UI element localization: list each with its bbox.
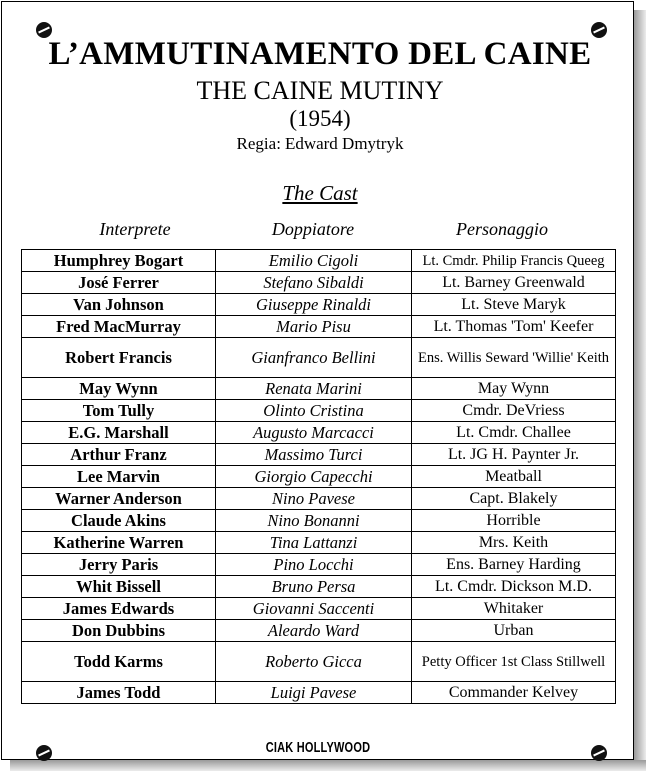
actor-cell: Jerry Paris bbox=[22, 554, 216, 576]
release-year: (1954) bbox=[289, 106, 351, 131]
actor-cell: Robert Francis bbox=[22, 338, 216, 378]
director-name: Edward Dmytryk bbox=[284, 134, 404, 153]
table-row bbox=[22, 576, 616, 598]
character-cell: Lt. Cmdr. Philip Francis Queeg bbox=[412, 250, 616, 272]
dubber-cell: Mario Pisu bbox=[216, 316, 412, 338]
table-row bbox=[22, 422, 616, 444]
character-cell: Lt. Cmdr. Dickson M.D. bbox=[412, 576, 616, 598]
character-cell: Ens. Barney Harding bbox=[412, 554, 616, 576]
column-header-dubber: Doppiatore bbox=[271, 219, 355, 239]
actor-cell: Fred MacMurray bbox=[22, 316, 216, 338]
dubber-cell: Emilio Cigoli bbox=[216, 250, 412, 272]
dubber-cell: Massimo Turci bbox=[216, 444, 412, 466]
dubber-cell: Stefano Sibaldi bbox=[216, 272, 412, 294]
dubber-cell: Augusto Marcacci bbox=[216, 422, 412, 444]
dubber-cell: Giorgio Capecchi bbox=[216, 466, 412, 488]
table-row bbox=[22, 378, 616, 400]
dubber-cell: Pino Locchi bbox=[216, 554, 412, 576]
director-label: Regia: bbox=[236, 134, 281, 153]
table-row bbox=[22, 510, 616, 532]
dubber-cell: Bruno Persa bbox=[216, 576, 412, 598]
character-cell: Whitaker bbox=[412, 598, 616, 620]
actor-cell: Lee Marvin bbox=[22, 466, 216, 488]
table-row bbox=[22, 488, 616, 510]
dubber-cell: Nino Bonanni bbox=[216, 510, 412, 532]
plaque-shadow-bottom bbox=[10, 760, 646, 771]
table-row bbox=[22, 554, 616, 576]
actor-cell: James Todd bbox=[22, 682, 216, 704]
character-cell: Lt. Steve Maryk bbox=[412, 294, 616, 316]
actor-cell: James Edwards bbox=[22, 598, 216, 620]
director-line bbox=[0, 134, 640, 154]
character-cell: Lt. Cmdr. Challee bbox=[412, 422, 616, 444]
character-cell: Lt. JG H. Paynter Jr. bbox=[412, 444, 616, 466]
ciak-hollywood-logo: CIAK HOLLYWOOD bbox=[265, 739, 371, 757]
table-row bbox=[22, 598, 616, 620]
actor-cell: Todd Karms bbox=[22, 642, 216, 682]
character-cell: May Wynn bbox=[412, 378, 616, 400]
actor-cell: May Wynn bbox=[22, 378, 216, 400]
column-header-character: Personaggio bbox=[456, 219, 548, 239]
character-cell: Commander Kelvey bbox=[412, 682, 616, 704]
dubber-cell: Renata Marini bbox=[216, 378, 412, 400]
dubber-cell: Tina Lattanzi bbox=[216, 532, 412, 554]
dubber-cell: Aleardo Ward bbox=[216, 620, 412, 642]
actor-cell: Van Johnson bbox=[22, 294, 216, 316]
character-cell: Lt. Thomas 'Tom' Keefer bbox=[412, 316, 616, 338]
table-row bbox=[22, 294, 616, 316]
table-row bbox=[22, 316, 616, 338]
character-cell: Lt. Barney Greenwald bbox=[412, 272, 616, 294]
character-cell: Petty Officer 1st Class Stillwell bbox=[412, 642, 616, 682]
dubber-cell: Giuseppe Rinaldi bbox=[216, 294, 412, 316]
table-row bbox=[22, 620, 616, 642]
actor-cell: Humphrey Bogart bbox=[22, 250, 216, 272]
column-header-actor: Interprete bbox=[99, 219, 171, 239]
dubber-cell: Luigi Pavese bbox=[216, 682, 412, 704]
table-row bbox=[22, 444, 616, 466]
actor-cell: Don Dubbins bbox=[22, 620, 216, 642]
cast-heading: The Cast bbox=[282, 181, 358, 205]
actor-cell: Arthur Franz bbox=[22, 444, 216, 466]
actor-cell: Whit Bissell bbox=[22, 576, 216, 598]
character-cell: Horrible bbox=[412, 510, 616, 532]
table-row bbox=[22, 272, 616, 294]
dubber-cell: Gianfranco Bellini bbox=[216, 338, 412, 378]
character-cell: Meatball bbox=[412, 466, 616, 488]
character-cell: Capt. Blakely bbox=[412, 488, 616, 510]
actor-cell: Katherine Warren bbox=[22, 532, 216, 554]
actor-cell: José Ferrer bbox=[22, 272, 216, 294]
dubber-cell: Roberto Gicca bbox=[216, 642, 412, 682]
dubber-cell: Giovanni Saccenti bbox=[216, 598, 412, 620]
actor-cell: E.G. Marshall bbox=[22, 422, 216, 444]
page-title: L’AMMUTINAMENTO DEL CAINE bbox=[48, 36, 592, 72]
dubber-cell: Nino Pavese bbox=[216, 488, 412, 510]
actor-cell: Claude Akins bbox=[22, 510, 216, 532]
actor-cell: Tom Tully bbox=[22, 400, 216, 422]
table-row bbox=[22, 642, 616, 682]
table-row bbox=[22, 400, 616, 422]
character-cell: Ens. Willis Seward 'Willie' Keith bbox=[412, 338, 616, 378]
table-row bbox=[22, 338, 616, 378]
table-row bbox=[22, 532, 616, 554]
table-row bbox=[22, 250, 616, 272]
cast-table-body bbox=[22, 250, 616, 704]
table-row bbox=[22, 682, 616, 704]
actor-cell: Warner Anderson bbox=[22, 488, 216, 510]
character-cell: Cmdr. DeVriess bbox=[412, 400, 616, 422]
cast-table bbox=[21, 249, 616, 704]
table-row bbox=[22, 466, 616, 488]
character-cell: Urban bbox=[412, 620, 616, 642]
character-cell: Mrs. Keith bbox=[412, 532, 616, 554]
page-subtitle: THE CAINE MUTINY bbox=[196, 76, 444, 105]
dubber-cell: Olinto Cristina bbox=[216, 400, 412, 422]
